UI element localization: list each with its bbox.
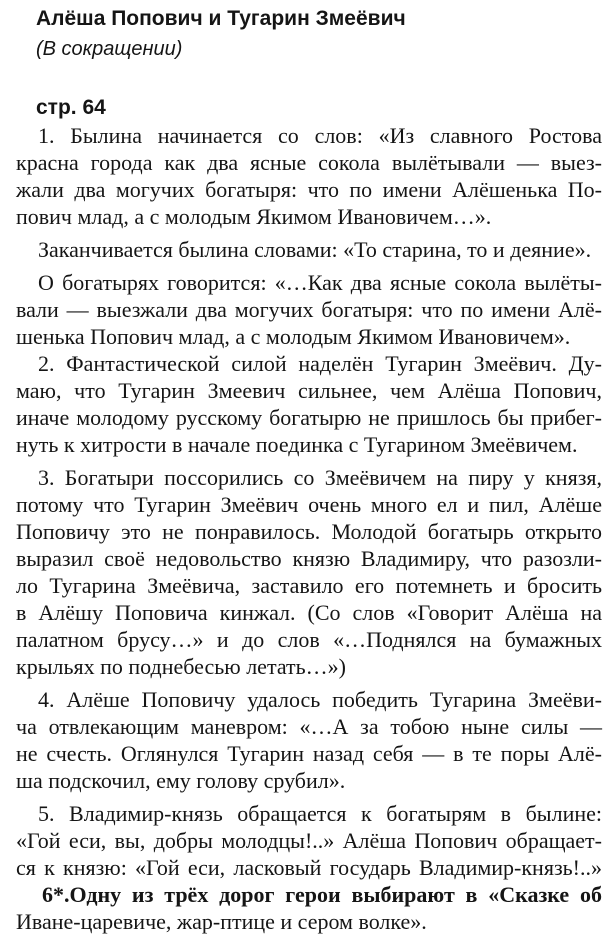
text-line: палатном брусу…» и до слов «…Поднялся на бумажных (16, 627, 602, 652)
text-line: 2. Фантастической силой наделён Тугарин Змеёвич. Ду- (38, 351, 602, 376)
text-line: иначе молодому русскому богатырю не пришлось бы прибег- (16, 405, 602, 430)
text-line: 3. Богатыри поссорились со Змеёвичем на пиру у князя, (38, 465, 602, 490)
text-line: 5. Владимир-князь обращается к богатырям в былине: (38, 801, 602, 826)
text-line: Поповичу это не понравилось. Молодой богатырь открыто (16, 519, 602, 544)
text-line: вали — выезжали два могучих богатыря: что по имени Алё- (16, 297, 602, 322)
text-line: крыльях по поднебесью летать…») (16, 654, 346, 679)
text-line: 4. Алёше Поповичу удалось победить Тугарина Змеёви- (38, 687, 602, 712)
text-line: маю, что Тугарин Змеевич сильнее, чем Алёша Попович, (16, 378, 602, 403)
page-reference: стр. 64 (36, 96, 106, 119)
text-line: жали два могучих богатыря: что по имени Алёшенька По- (16, 177, 602, 202)
text-line: О богатырях говорится: «…Как два ясные сокола вылёты- (38, 270, 602, 295)
text-line: Заканчивается былина словами: «То старина, то и деяние». (38, 237, 592, 262)
text-line: нуть к хитрости в начале поединка с Тугарином Змеёвичем. (16, 432, 578, 457)
text-line: ша подскочил, ему голову срубил». (16, 768, 346, 793)
text-line: потому что Тугарин Змеёвич очень много ел и пил, Алёше (16, 492, 602, 517)
text-line: 1. Былина начинается со слов: «Из славного Ростова (38, 123, 602, 148)
text-line: ча отвлекающим маневром: «…А за тобою ныне силы — (16, 714, 602, 739)
text-line: ло Тугарина Змеёвича, заставило его потемнеть и бросить (16, 573, 602, 598)
answer-text (16, 122, 602, 935)
text-line: шенька Попович млад, а с молодым Якимом Ивановичем». (16, 324, 571, 349)
text-line: 6*.Одну из трёх дорог герои выбирают в «Сказке об (42, 882, 602, 907)
text-line: пович млад, а с молодым Якимом Ивановичем…». (16, 204, 492, 229)
text-line: «Гой еси, вы, добры молодцы!..» Алёша Попович обращает- (16, 828, 602, 853)
text-line: Иване-царевиче, жар-птице и сером волке». (16, 909, 427, 934)
text-line: в Алёшу Поповича кинжал. (Со слов «Говорит Алёша на (16, 600, 602, 625)
text-line: не счесть. Оглянулся Тугарин назад себя — в те поры Алё- (16, 741, 602, 766)
page-subtitle: (В сокращении) (36, 38, 183, 60)
text-line: ся к князю: «Гой еси, ласковый государь Владимир-князь!..» (16, 855, 602, 880)
text-line: красна города как два ясные сокола вылётывали — выез- (16, 150, 602, 175)
text-line: выразил своё недовольство князю Владимиру, что разозли- (16, 546, 602, 571)
page-title: Алёша Попович и Тугарин Змеёвич (36, 7, 406, 30)
